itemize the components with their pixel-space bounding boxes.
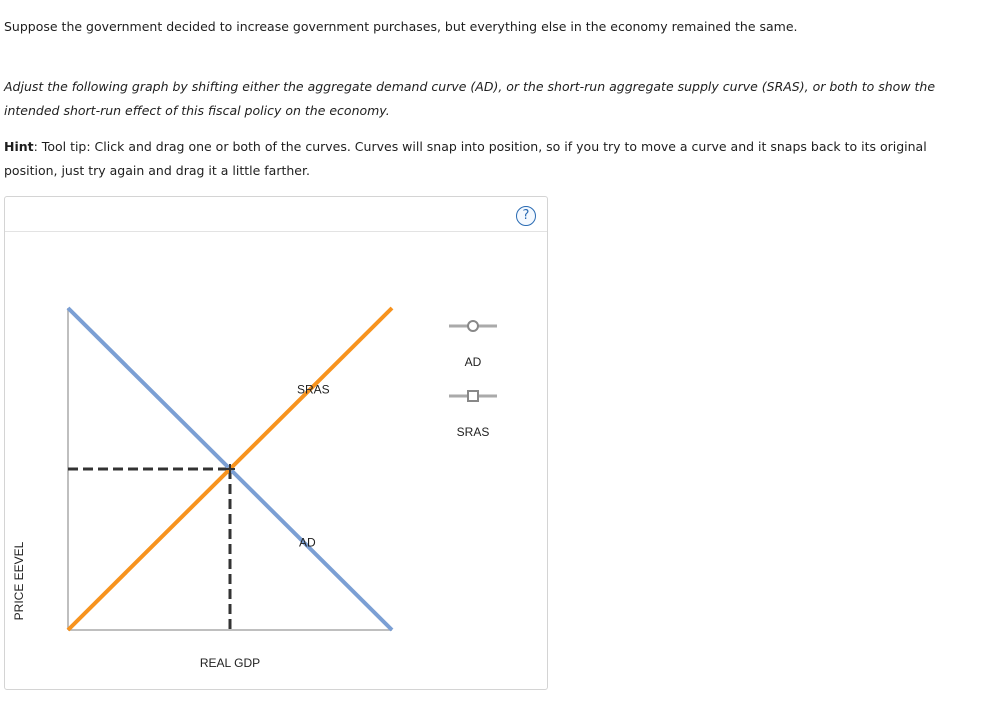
- circle-marker-icon: [468, 321, 478, 331]
- y-axis-label: PRICE EEVEL: [12, 541, 26, 621]
- x-axis-label: REAL GDP: [199, 656, 261, 670]
- question-text: Suppose the government decided to increase government purchases, but everything else in the economy remained the same.: [4, 19, 798, 34]
- legend-ad-tool[interactable]: [449, 321, 497, 369]
- legend-sras-label: SRAS: [456, 425, 490, 439]
- graph-panel: [4, 196, 548, 690]
- sras-curve-label: SRAS: [297, 382, 330, 397]
- instruction-text: Adjust the following graph by shifting either the aggregate demand curve (AD), or the short-run aggregate supply curve (SRAS), or both to show the intended short-run effect of this fiscal policy on the economy.: [4, 79, 936, 118]
- hint-text: [4, 135, 944, 183]
- legend-sras-tool[interactable]: [449, 391, 497, 439]
- square-marker-icon: [468, 391, 478, 401]
- help-icon[interactable]: ?: [516, 206, 536, 226]
- ad-curve-label: AD: [299, 535, 316, 550]
- ad-as-graph: [5, 197, 549, 691]
- legend-ad-label: AD: [464, 355, 482, 369]
- hint-body: : Tool tip: Click and drag one or both of the curves. Curves will snap into position, so if you try to move a curve and it snaps back to its original position, just try again and drag it a little farther.: [4, 139, 927, 178]
- hint-label: Hint: [4, 139, 34, 154]
